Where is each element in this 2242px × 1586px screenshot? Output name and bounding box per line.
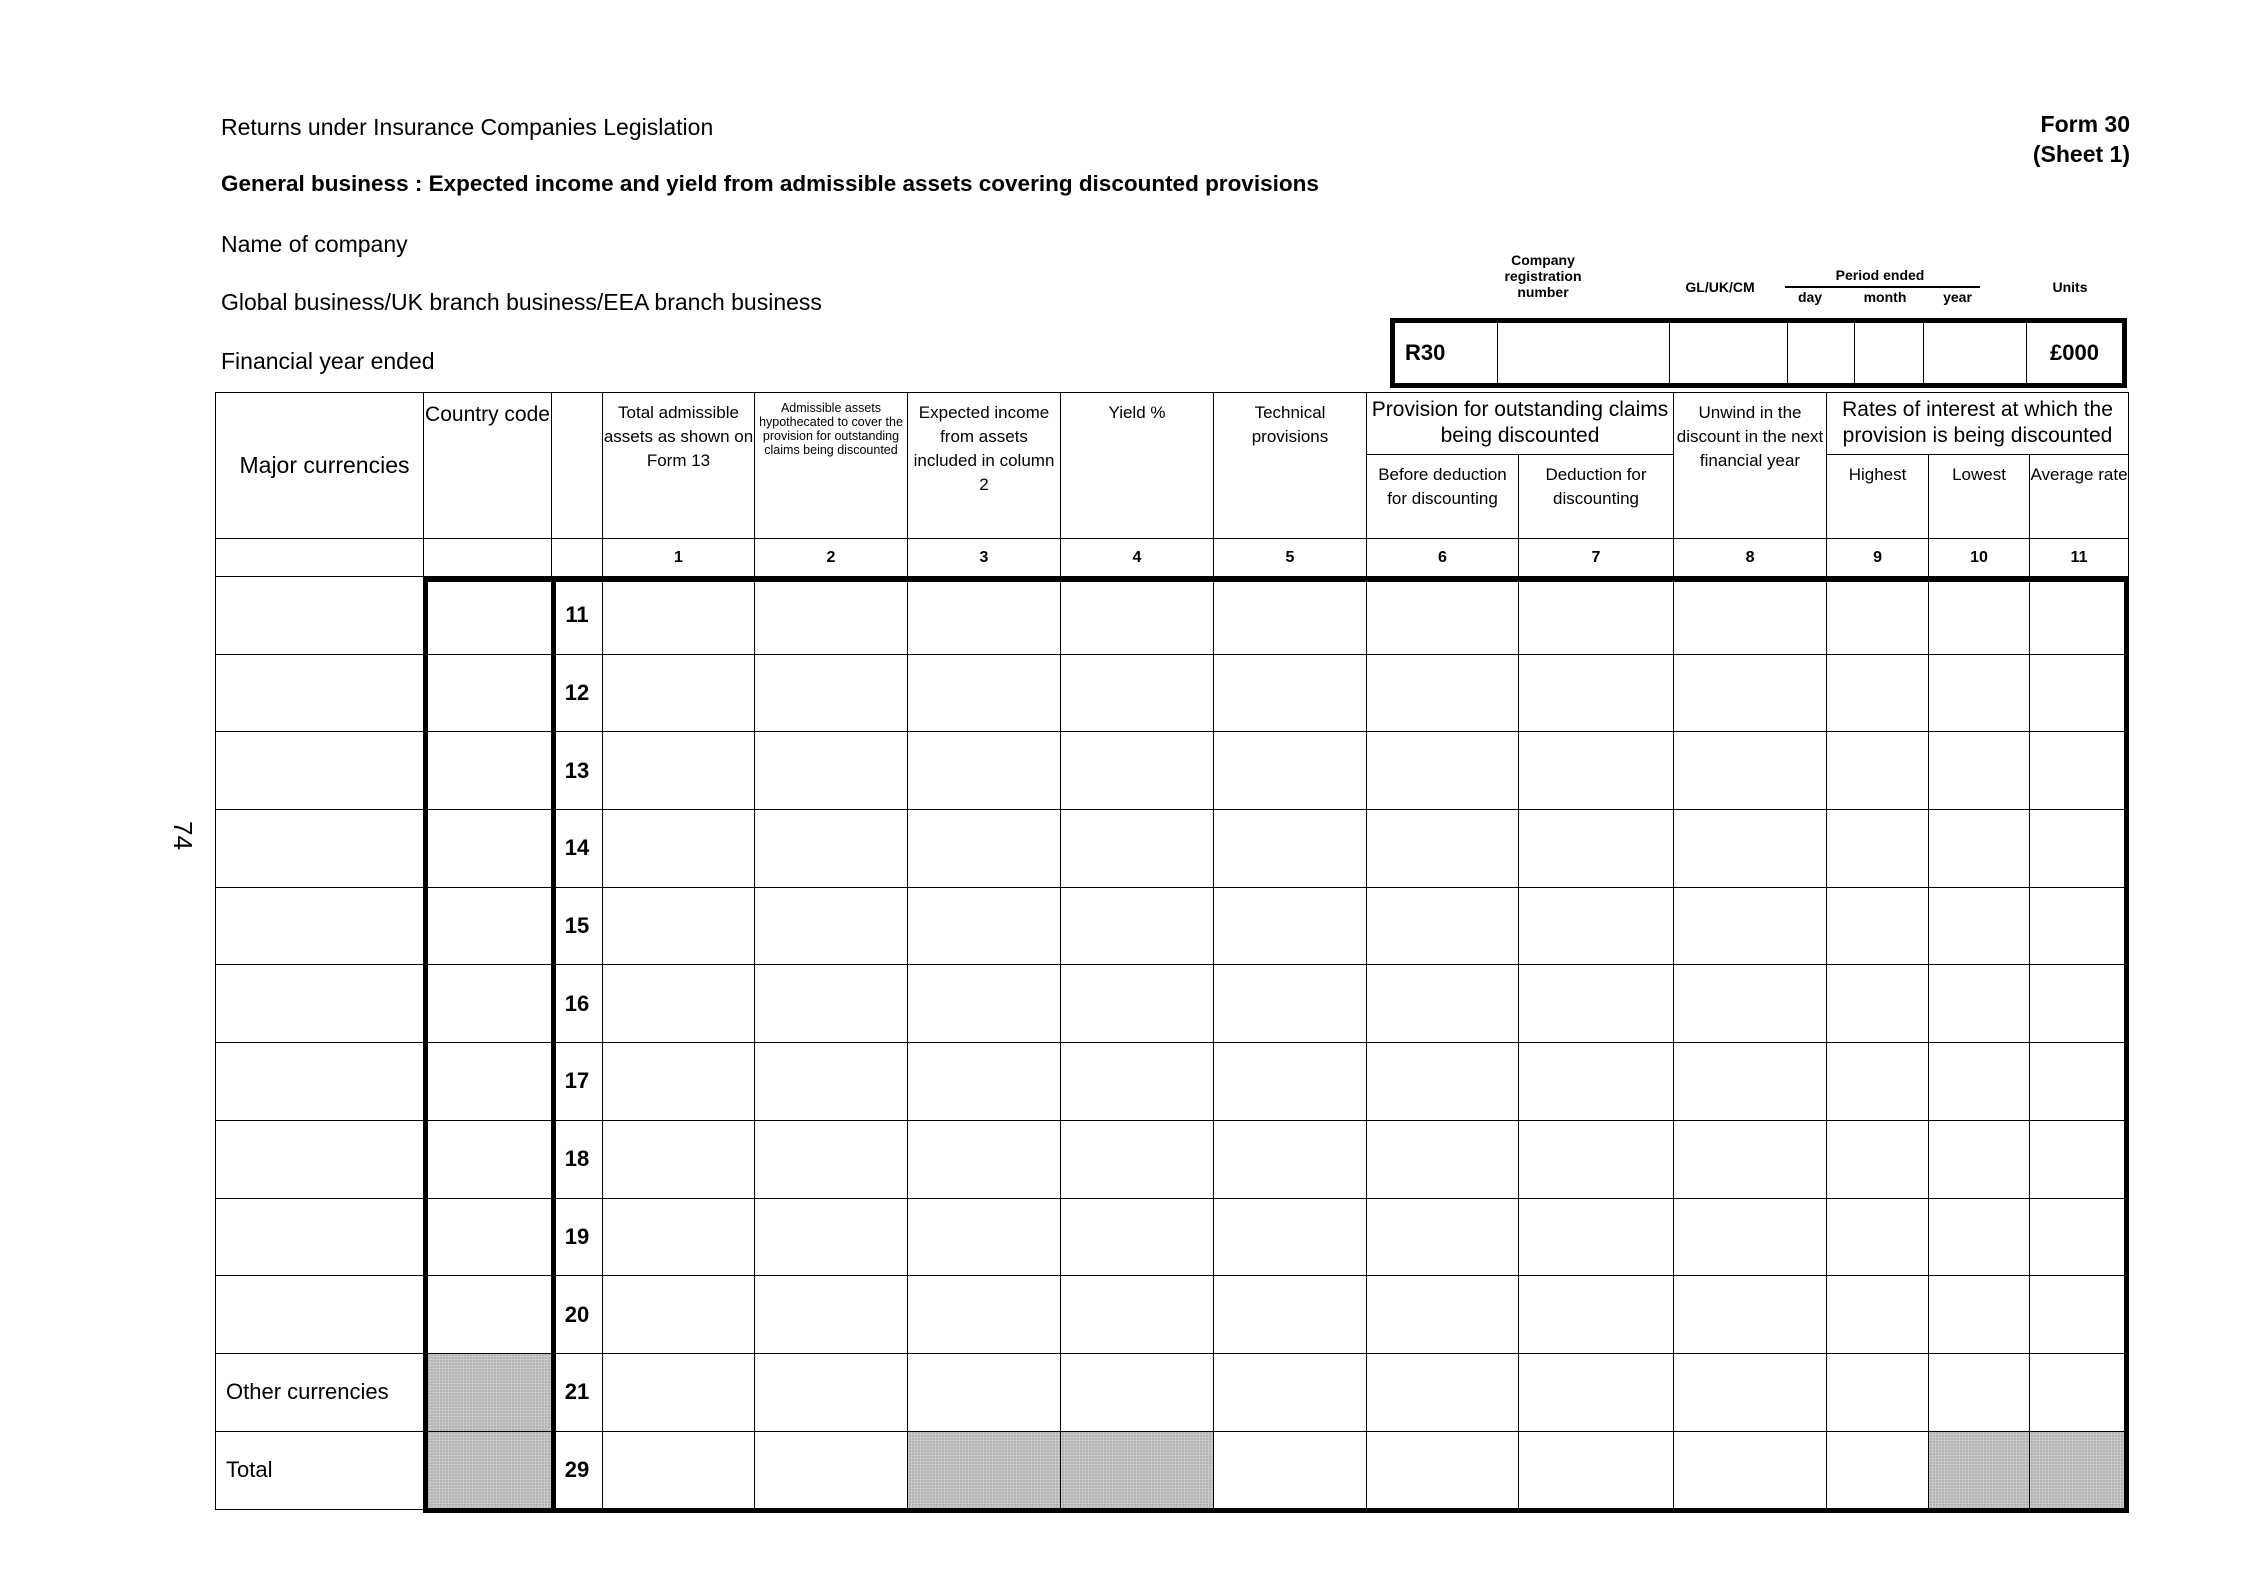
data-cell[interactable] — [1674, 1120, 1827, 1198]
data-cell[interactable] — [1214, 577, 1367, 655]
data-cell[interactable] — [603, 965, 755, 1043]
data-cell[interactable] — [755, 810, 908, 888]
col4-header: Yield % — [1061, 393, 1214, 539]
country-code-header: Country code — [424, 393, 552, 539]
data-cell[interactable] — [908, 1198, 1061, 1276]
column-number: 4 — [1061, 539, 1214, 577]
country-code-cell — [424, 1353, 552, 1431]
row-code: 19 — [552, 1198, 603, 1276]
data-cell[interactable] — [1674, 810, 1827, 888]
table-row — [216, 887, 2129, 965]
data-cell[interactable] — [755, 887, 908, 965]
day-label: day — [1797, 289, 1823, 305]
col7-header: Deduction for discounting — [1519, 455, 1674, 539]
column-number-blank — [216, 539, 424, 577]
data-cell[interactable] — [603, 577, 755, 655]
data-cell[interactable] — [1367, 654, 1519, 732]
data-cell[interactable] — [1929, 1276, 2030, 1354]
data-cell[interactable] — [1214, 1198, 1367, 1276]
data-cell[interactable] — [1367, 965, 1519, 1043]
column-number: 2 — [755, 539, 908, 577]
data-cell[interactable] — [1827, 1120, 1929, 1198]
row-label[interactable] — [216, 732, 424, 810]
data-cell[interactable] — [2030, 654, 2129, 732]
data-cell[interactable] — [1214, 1043, 1367, 1121]
data-cell[interactable] — [908, 732, 1061, 810]
line-code-separator — [551, 577, 556, 1513]
column-number-row — [216, 539, 2129, 577]
row-code: 15 — [552, 887, 603, 965]
table-row — [216, 1043, 2129, 1121]
data-cell[interactable] — [1929, 1198, 2030, 1276]
table-row — [216, 577, 2129, 655]
sheet-number: (Sheet 1) — [2032, 141, 2130, 167]
data-cell[interactable] — [1367, 1353, 1519, 1431]
column-number: 9 — [1827, 539, 1929, 577]
data-cell[interactable] — [603, 1276, 755, 1354]
data-cell[interactable] — [908, 1353, 1061, 1431]
data-cell[interactable] — [1519, 1043, 1674, 1121]
row-label[interactable] — [216, 577, 424, 655]
data-cell[interactable] — [603, 887, 755, 965]
country-code-cell[interactable] — [424, 1043, 552, 1121]
data-cell[interactable] — [2030, 1043, 2129, 1121]
data-cell[interactable] — [1674, 887, 1827, 965]
country-code-cell[interactable] — [424, 654, 552, 732]
data-cell[interactable] — [1519, 1431, 1674, 1509]
line-code-header — [552, 393, 603, 539]
country-code-cell[interactable] — [424, 810, 552, 888]
data-cell[interactable] — [1061, 1353, 1214, 1431]
registration-box — [1390, 318, 2127, 388]
data-cell[interactable] — [2030, 810, 2129, 888]
data-cell[interactable] — [1519, 1198, 1674, 1276]
row-code: 14 — [552, 810, 603, 888]
data-cell[interactable] — [1061, 965, 1214, 1043]
col3-header: Expected income from assets included in column 2 — [908, 393, 1061, 539]
row-code: 21 — [552, 1353, 603, 1431]
row-label[interactable] — [216, 1276, 424, 1354]
data-cell[interactable] — [1519, 1120, 1674, 1198]
row-label[interactable] — [216, 1043, 424, 1121]
row-code: 29 — [552, 1431, 603, 1509]
row-code: 13 — [552, 732, 603, 810]
data-cell[interactable] — [755, 1120, 908, 1198]
data-cell[interactable] — [2030, 887, 2129, 965]
col9-header: Highest — [1827, 455, 1929, 539]
data-cell[interactable] — [1929, 1120, 2030, 1198]
column-number: 1 — [603, 539, 755, 577]
row-label: Other currencies — [216, 1353, 424, 1431]
row-code: 11 — [552, 577, 603, 655]
data-cell[interactable] — [1214, 810, 1367, 888]
data-cell[interactable] — [1367, 810, 1519, 888]
data-cell[interactable] — [1827, 1431, 1929, 1509]
data-cell[interactable] — [603, 732, 755, 810]
data-cell[interactable] — [1214, 1353, 1367, 1431]
business-type-label: Global business/UK branch business/EEA branch business — [221, 289, 822, 315]
data-cell[interactable] — [1519, 577, 1674, 655]
data-cell[interactable] — [1367, 887, 1519, 965]
data-cell[interactable] — [603, 1198, 755, 1276]
data-cell[interactable] — [1367, 1198, 1519, 1276]
data-cell[interactable] — [908, 965, 1061, 1043]
row-label[interactable] — [216, 965, 424, 1043]
data-cell — [908, 1431, 1061, 1509]
data-cell[interactable] — [1061, 732, 1214, 810]
data-cell[interactable] — [1674, 732, 1827, 810]
data-cell[interactable] — [2030, 965, 2129, 1043]
month-label: month — [1863, 289, 1907, 305]
data-cell[interactable] — [1674, 1198, 1827, 1276]
col8-header: Unwind in the discount in the next financial year — [1674, 393, 1827, 539]
year-label: year — [1943, 289, 1972, 305]
data-cell[interactable] — [1367, 1120, 1519, 1198]
data-cell[interactable] — [1929, 577, 2030, 655]
data-cell[interactable] — [2030, 732, 2129, 810]
data-cell[interactable] — [1519, 1276, 1674, 1354]
table-row — [216, 1198, 2129, 1276]
data-cell[interactable] — [908, 1043, 1061, 1121]
data-cell[interactable] — [755, 1043, 908, 1121]
data-cell[interactable] — [908, 810, 1061, 888]
data-cell[interactable] — [1827, 810, 1929, 888]
data-cell[interactable] — [1827, 1353, 1929, 1431]
column-number: 6 — [1367, 539, 1519, 577]
period-divider — [1785, 286, 1980, 288]
data-cell[interactable] — [1827, 1198, 1929, 1276]
col2-header: Admissible assets hypothecated to cover the provision for outstanding claims being discounted — [755, 393, 908, 539]
country-code-cell — [424, 1431, 552, 1509]
table-row — [216, 1120, 2129, 1198]
data-cell[interactable] — [1674, 654, 1827, 732]
data-cell[interactable] — [755, 732, 908, 810]
rates-group-header: Rates of interest at which the provision is being discounted — [1827, 393, 2129, 455]
data-cell[interactable] — [755, 965, 908, 1043]
data-cell[interactable] — [1214, 1276, 1367, 1354]
gl-uk-cm-label: GL/UK/CM — [1685, 279, 1755, 295]
col11-header: Average rate — [2030, 455, 2129, 539]
data-cell[interactable] — [1214, 732, 1367, 810]
form-number: Form 30 — [2040, 111, 2130, 137]
data-cell[interactable] — [1827, 654, 1929, 732]
data-cell[interactable] — [2030, 577, 2129, 655]
table-row — [216, 1431, 2129, 1509]
data-cell[interactable] — [755, 1353, 908, 1431]
data-cell[interactable] — [1061, 887, 1214, 965]
company-name-label: Name of company — [221, 231, 408, 257]
row-label[interactable] — [216, 887, 424, 965]
data-cell[interactable] — [1929, 654, 2030, 732]
table-row — [216, 654, 2129, 732]
data-cell[interactable] — [1214, 1431, 1367, 1509]
column-number: 10 — [1929, 539, 2030, 577]
data-cell[interactable] — [908, 654, 1061, 732]
month-field[interactable] — [1855, 323, 1924, 383]
data-cell[interactable] — [603, 654, 755, 732]
data-cell[interactable] — [755, 1431, 908, 1509]
data-cell[interactable] — [1519, 887, 1674, 965]
country-code-cell[interactable] — [424, 887, 552, 965]
data-cell[interactable] — [1929, 887, 2030, 965]
data-cell[interactable] — [1519, 1353, 1674, 1431]
data-cell[interactable] — [1367, 1431, 1519, 1509]
data-cell[interactable] — [908, 1276, 1061, 1354]
data-cell[interactable] — [1674, 1353, 1827, 1431]
data-cell[interactable] — [2030, 1120, 2129, 1198]
data-cell[interactable] — [1061, 1120, 1214, 1198]
data-cell[interactable] — [2030, 1353, 2129, 1431]
data-cell[interactable] — [1061, 1276, 1214, 1354]
country-code-cell[interactable] — [424, 1120, 552, 1198]
table-row — [216, 810, 2129, 888]
column-number: 3 — [908, 539, 1061, 577]
data-cell[interactable] — [1827, 577, 1929, 655]
data-cell[interactable] — [1674, 577, 1827, 655]
row-label[interactable] — [216, 810, 424, 888]
data-cell[interactable] — [2030, 1276, 2129, 1354]
country-code-cell[interactable] — [424, 1276, 552, 1354]
row-label: Total — [216, 1431, 424, 1509]
data-cell[interactable] — [1674, 1276, 1827, 1354]
data-cell[interactable] — [908, 1120, 1061, 1198]
data-cell[interactable] — [1519, 810, 1674, 888]
row-code: 18 — [552, 1120, 603, 1198]
data-cell[interactable] — [1367, 577, 1519, 655]
data-cell[interactable] — [1827, 1276, 1929, 1354]
column-number: 8 — [1674, 539, 1827, 577]
row-code: 20 — [552, 1276, 603, 1354]
data-cell[interactable] — [1827, 965, 1929, 1043]
form-title: General business : Expected income and yield from admissible assets covering discounted provisions — [221, 171, 1319, 196]
gl-uk-cm-field[interactable] — [1670, 323, 1788, 383]
row-label[interactable] — [216, 1198, 424, 1276]
data-cell — [1061, 1431, 1214, 1509]
units-value: £000 — [2050, 340, 2099, 365]
form-code: R30 — [1395, 323, 1498, 383]
column-number: 5 — [1214, 539, 1367, 577]
data-cell[interactable] — [755, 654, 908, 732]
table-row — [216, 1353, 2129, 1431]
returns-title: Returns under Insurance Companies Legislation — [221, 114, 714, 140]
yield-table — [215, 392, 2129, 1510]
data-cell — [1929, 1431, 2030, 1509]
col5-header: Technical provisions — [1214, 393, 1367, 539]
data-cell[interactable] — [1674, 1431, 1827, 1509]
country-code-cell[interactable] — [424, 577, 552, 655]
data-cell[interactable] — [2030, 1198, 2129, 1276]
data-cell[interactable] — [1929, 965, 2030, 1043]
page-number: 74 — [167, 821, 198, 850]
data-cell[interactable] — [1061, 654, 1214, 732]
data-cell[interactable] — [1827, 1043, 1929, 1121]
row-label[interactable] — [216, 1120, 424, 1198]
data-cell[interactable] — [1519, 965, 1674, 1043]
data-cell[interactable] — [908, 887, 1061, 965]
data-cell[interactable] — [1061, 577, 1214, 655]
data-cell[interactable] — [1367, 732, 1519, 810]
data-cell[interactable] — [755, 577, 908, 655]
data-cell[interactable] — [755, 1276, 908, 1354]
day-field[interactable] — [1788, 323, 1855, 383]
data-cell[interactable] — [1929, 732, 2030, 810]
data-cell[interactable] — [1674, 1043, 1827, 1121]
table-row — [216, 1276, 2129, 1354]
table-row — [216, 965, 2129, 1043]
data-cell[interactable] — [603, 1431, 755, 1509]
data-cell[interactable] — [1827, 732, 1929, 810]
row-code: 17 — [552, 1043, 603, 1121]
country-code-cell[interactable] — [424, 732, 552, 810]
company-reg-field[interactable] — [1498, 323, 1670, 383]
company-reg-label: Company registration number — [1504, 252, 1582, 300]
data-cell[interactable] — [1519, 732, 1674, 810]
provision-group-header: Provision for outstanding claims being discounted — [1367, 393, 1674, 455]
data-cell[interactable] — [1929, 1353, 2030, 1431]
data-rows — [216, 577, 2129, 1510]
column-number-blank — [552, 539, 603, 577]
data-cell[interactable] — [1929, 810, 2030, 888]
data-cell[interactable] — [603, 1043, 755, 1121]
units-label: Units — [2052, 279, 2088, 295]
row-code: 16 — [552, 965, 603, 1043]
country-code-cell[interactable] — [424, 1198, 552, 1276]
data-cell[interactable] — [1061, 1198, 1214, 1276]
data-cell[interactable] — [1214, 1120, 1367, 1198]
financial-year-label: Financial year ended — [221, 348, 435, 374]
year-field[interactable] — [1924, 323, 2027, 383]
major-currencies-header: Major currencies — [216, 393, 424, 539]
data-cell[interactable] — [603, 1353, 755, 1431]
period-ended-label: Period ended — [1835, 267, 1925, 283]
data-cell[interactable] — [1061, 1043, 1214, 1121]
column-number: 7 — [1519, 539, 1674, 577]
data-cell[interactable] — [1214, 887, 1367, 965]
column-number-blank — [424, 539, 552, 577]
data-cell[interactable] — [1214, 965, 1367, 1043]
row-code: 12 — [552, 654, 603, 732]
data-cell[interactable] — [755, 1198, 908, 1276]
data-cell[interactable] — [1061, 810, 1214, 888]
data-cell[interactable] — [1519, 654, 1674, 732]
data-cell[interactable] — [908, 577, 1061, 655]
row-label[interactable] — [216, 654, 424, 732]
data-cell[interactable] — [1367, 1043, 1519, 1121]
col10-header: Lowest — [1929, 455, 2030, 539]
col1-header: Total admissible assets as shown on Form 13 — [603, 393, 755, 539]
col6-header: Before deduction for discounting — [1367, 455, 1519, 539]
data-cell[interactable] — [603, 1120, 755, 1198]
data-cell[interactable] — [1674, 965, 1827, 1043]
column-number: 11 — [2030, 539, 2129, 577]
data-cell — [2030, 1431, 2129, 1509]
data-cell[interactable] — [1214, 654, 1367, 732]
country-code-cell[interactable] — [424, 965, 552, 1043]
data-cell[interactable] — [1367, 1276, 1519, 1354]
data-cell[interactable] — [603, 810, 755, 888]
table-row — [216, 732, 2129, 810]
data-cell[interactable] — [1929, 1043, 2030, 1121]
data-cell[interactable] — [1827, 887, 1929, 965]
